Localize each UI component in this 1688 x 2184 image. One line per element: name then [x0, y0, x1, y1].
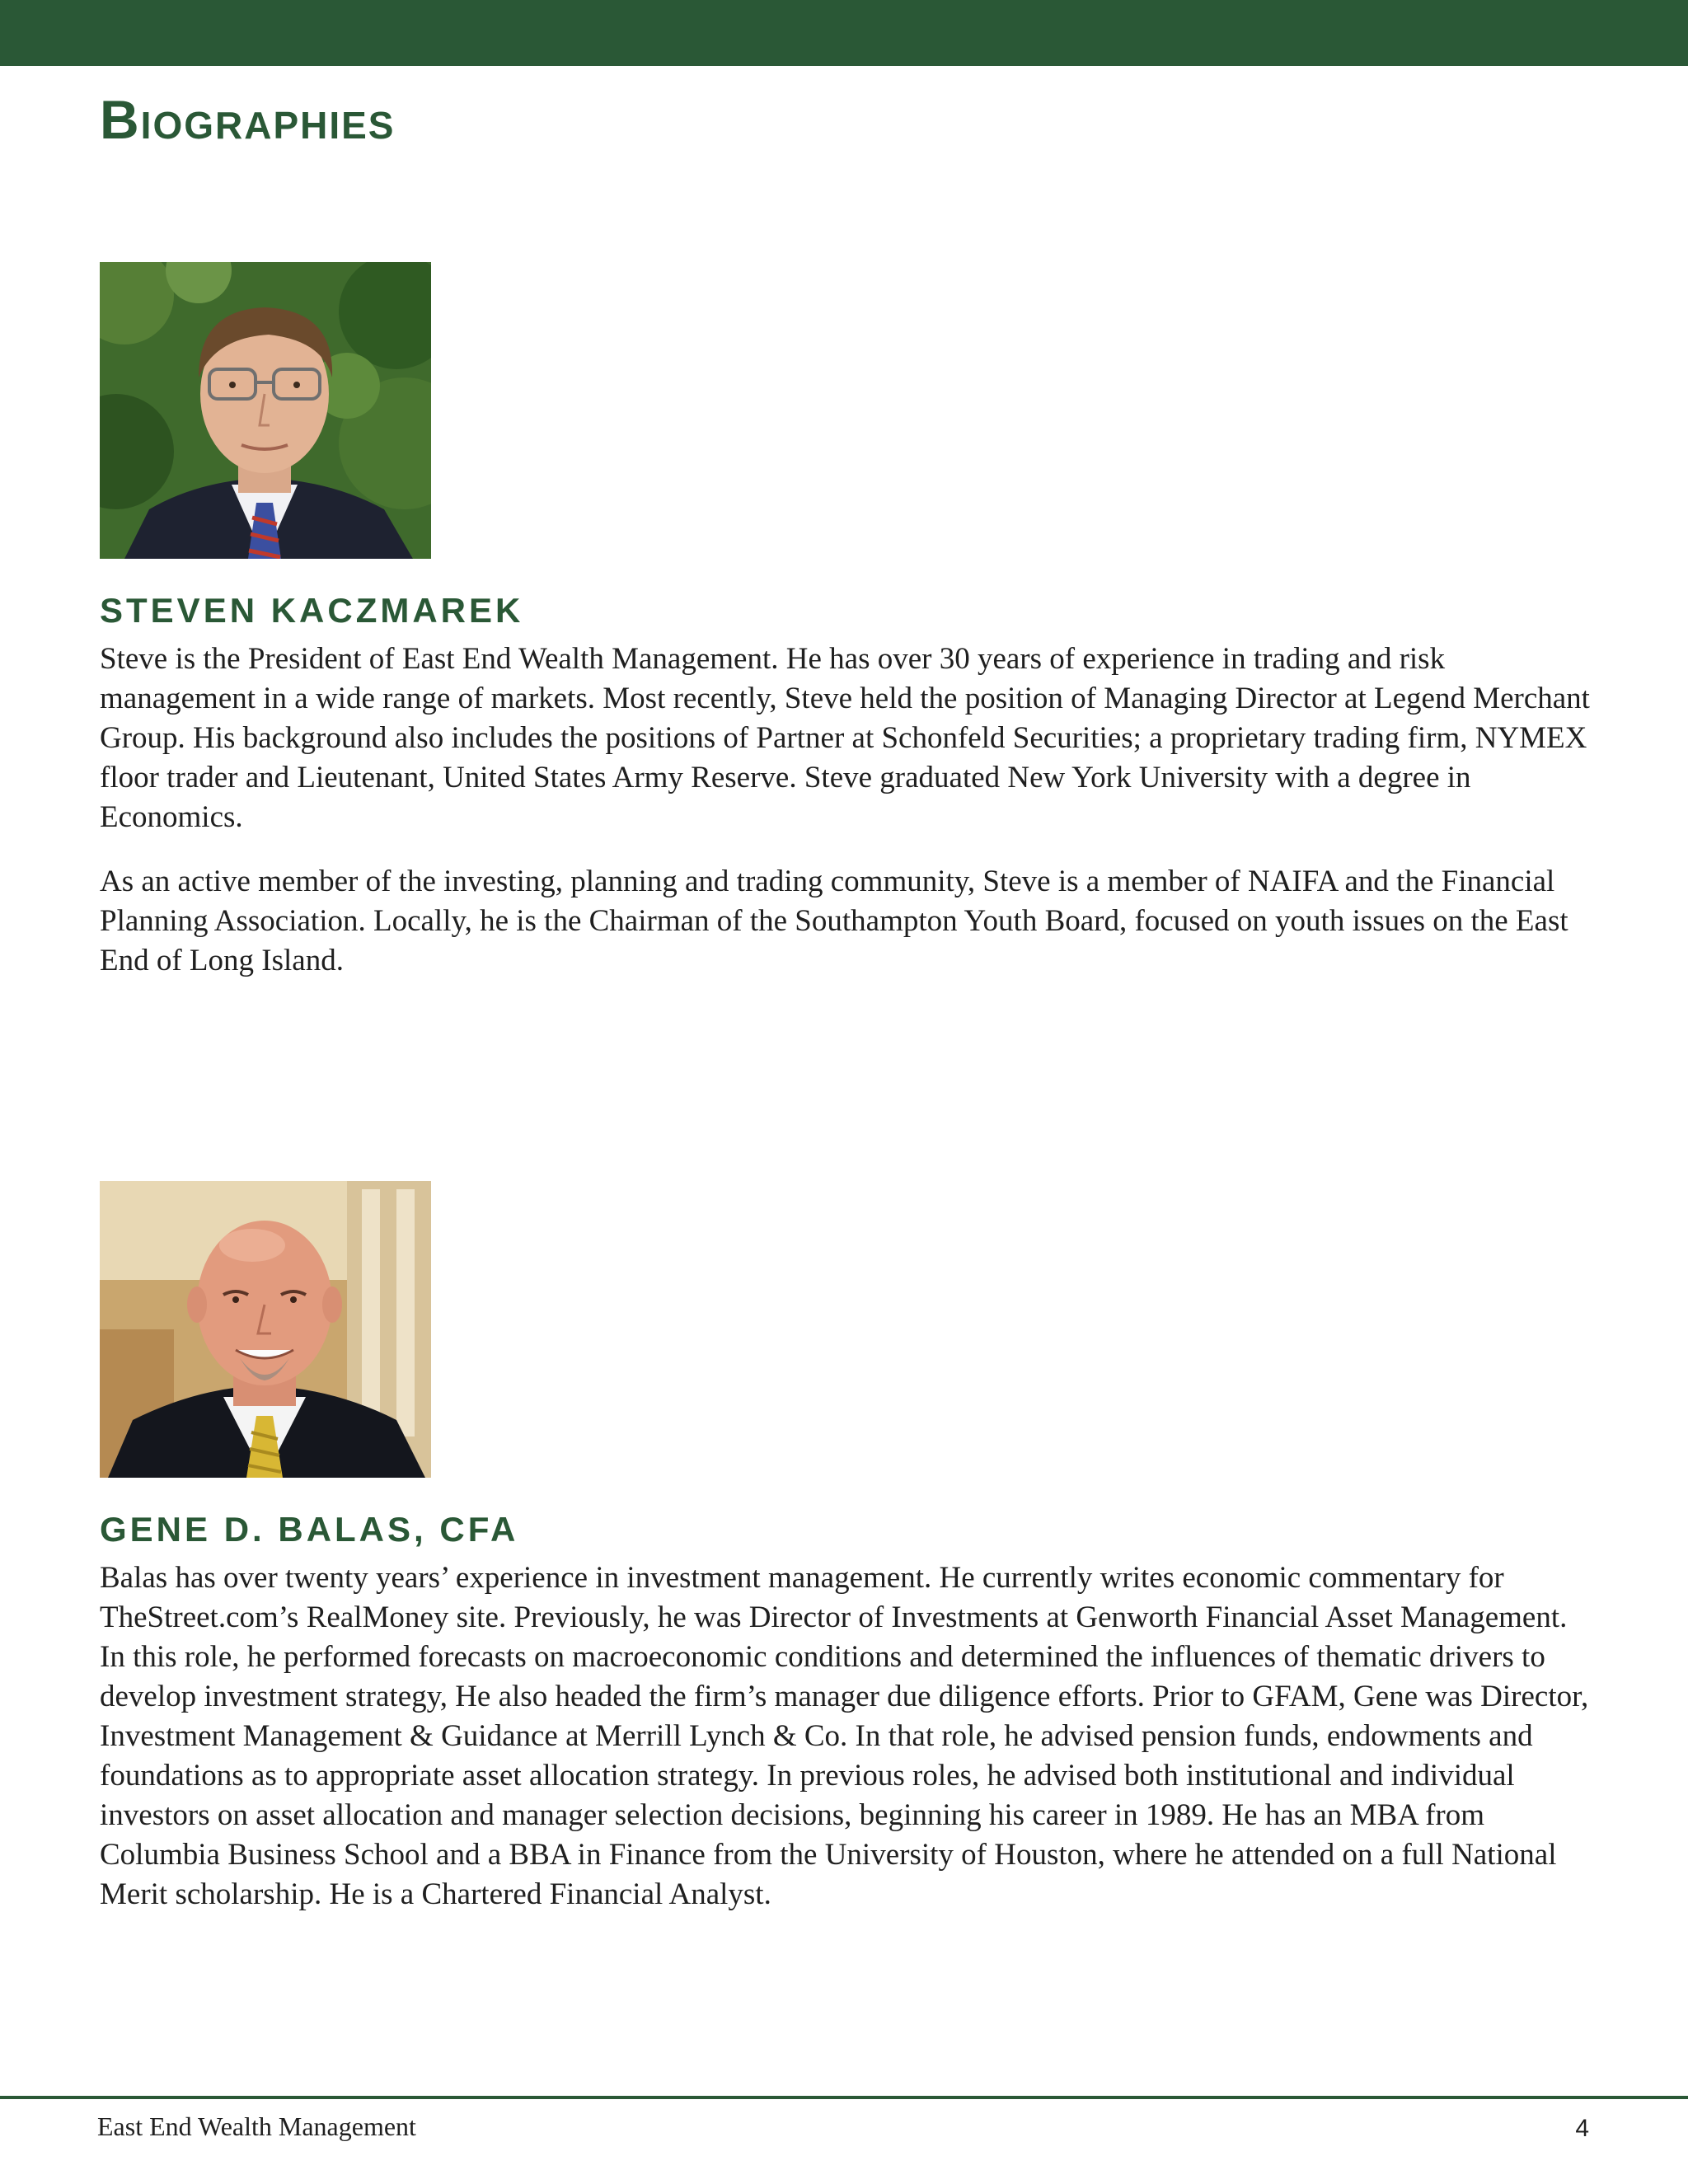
- footer-organization: East End Wealth Management: [97, 2111, 416, 2141]
- bio-paragraph: Balas has over twenty years’ experience in investment management. He currently writes economic commentary for TheStreet.com’s RealMoney site. Previously, he was Director of Investments at Genworth Financial Asset Management. In this role, he performed forecasts on macroeconomic conditions and determined the influences of thematic drivers to develop investment strategy, He also headed the firm’s manager due diligence efforts. Prior to GFAM, Gene was Director, Investment Management & Guidance at Merrill Lynch & Co. In that role, he advised pension funds, endowments and foundations as to appropriate asset allocation strategy. In previous roles, he advised both institutional and individual investors on asset allocation and manager selection decisions, beginning his career in 1989. He has an MBA from Columbia Business School and a BBA in Finance from the University of Houston, where he attended on a full National Merit scholarship. He is a Chartered Financial Analyst.: [100, 1561, 1589, 1912]
- bio-paragraph: As an active member of the investing, planning and trading community, Steve is a member of NAIFA and the Financial Planning Association. Locally, he is the Chairman of the Southampton Youth Board, focused on youth issues on the East End of Long Island.: [100, 865, 1568, 978]
- header-band: [0, 0, 1688, 66]
- page-number: 4: [1575, 2115, 1589, 2142]
- page-title: Biographies: [100, 89, 396, 150]
- bio-section-steven-kaczmarek: [100, 262, 1600, 981]
- portrait-illustration: [100, 1181, 431, 1478]
- footer-divider: [0, 2096, 1688, 2099]
- bio-name: STEVEN KACZMAREK: [100, 591, 524, 630]
- bio-paragraph: Steve is the President of East End Wealth Management. He has over 30 years of experience in trading and risk management in a wide range of markets. Most recently, Steve held the position of Managing Director at Legend Merchant Group. His background also includes the positions of Partner at Schonfeld Securities; a proprietary trading firm, NYMEX floor trader and Lieutenant, United States Army Reserve. Steve graduated New York University with a degree in Economics.: [100, 642, 1590, 835]
- portrait-illustration: [100, 262, 431, 559]
- bio-section-gene-balas: [100, 1181, 1600, 1915]
- portrait-photo: [100, 1181, 431, 1478]
- portrait-photo: [100, 262, 431, 559]
- bio-name: GENE D. BALAS, CFA: [100, 1510, 519, 1549]
